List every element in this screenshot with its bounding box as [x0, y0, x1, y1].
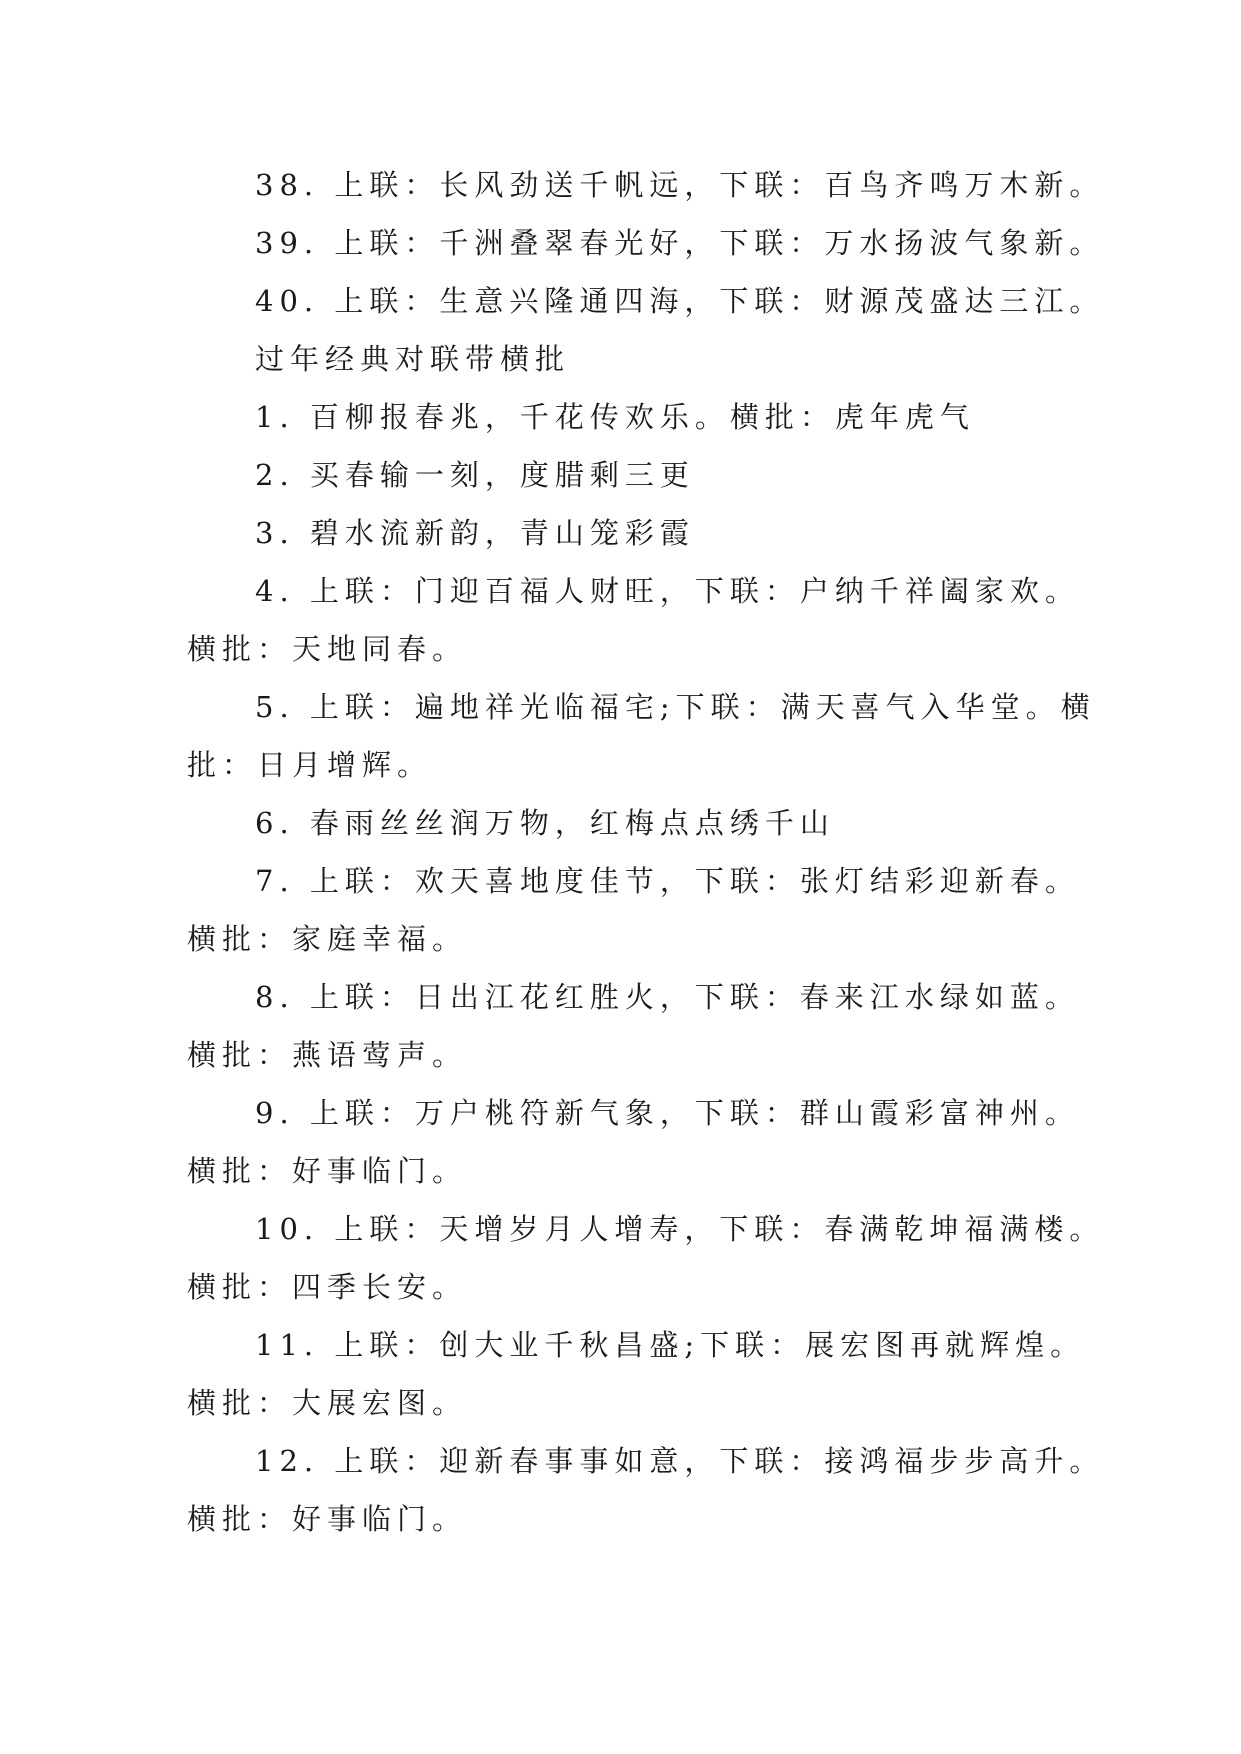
text-line: 2. 买春输一刻，度腊剩三更	[255, 458, 695, 492]
text-line: 38. 上联：长风劲送千帆远，下联：百鸟齐鸣万木新。	[255, 168, 1105, 202]
text-line: 4. 上联：门迎百福人财旺，下联：户纳千祥阖家欢。	[255, 574, 1080, 608]
text-line: 10. 上联：天增岁月人增寿，下联：春满乾坤福满楼。	[255, 1212, 1105, 1246]
text-line: 9. 上联：万户桃符新气象，下联：群山霞彩富神州。	[255, 1096, 1080, 1130]
text-line-continuation: 横批：家庭幸福。	[187, 922, 468, 956]
text-line-continuation: 横批：燕语莺声。	[187, 1038, 468, 1072]
document-body	[187, 156, 1105, 1548]
text-line-continuation: 批：日月增辉。	[187, 748, 433, 782]
text-line: 11. 上联：创大业千秋昌盛;下联：展宏图再就辉煌。	[255, 1328, 1086, 1362]
text-line: 1. 百柳报春兆，千花传欢乐。横批：虎年虎气	[255, 400, 975, 434]
text-line-continuation: 横批：天地同春。	[187, 632, 468, 666]
text-line-continuation: 横批：好事临门。	[187, 1154, 468, 1188]
text-line: 6. 春雨丝丝润万物，红梅点点绣千山	[255, 806, 835, 840]
text-line: 40. 上联：生意兴隆通四海，下联：财源茂盛达三江。	[255, 284, 1105, 318]
text-line: 7. 上联：欢天喜地度佳节，下联：张灯结彩迎新春。	[255, 864, 1080, 898]
text-line: 8. 上联：日出江花红胜火，下联：春来江水绿如蓝。	[255, 980, 1080, 1014]
text-line-continuation: 横批：大展宏图。	[187, 1386, 468, 1420]
text-line: 39. 上联：千洲叠翠春光好，下联：万水扬波气象新。	[255, 226, 1105, 260]
text-line-continuation: 横批：好事临门。	[187, 1502, 468, 1536]
text-line-continuation: 横批：四季长安。	[187, 1270, 468, 1304]
text-line: 5. 上联：遍地祥光临福宅;下联：满天喜气入华堂。横	[255, 690, 1096, 724]
text-line: 12. 上联：迎新春事事如意，下联：接鸿福步步高升。	[255, 1444, 1105, 1478]
text-line: 3. 碧水流新韵，青山笼彩霞	[255, 516, 695, 550]
section-heading: 过年经典对联带横批	[255, 342, 571, 376]
